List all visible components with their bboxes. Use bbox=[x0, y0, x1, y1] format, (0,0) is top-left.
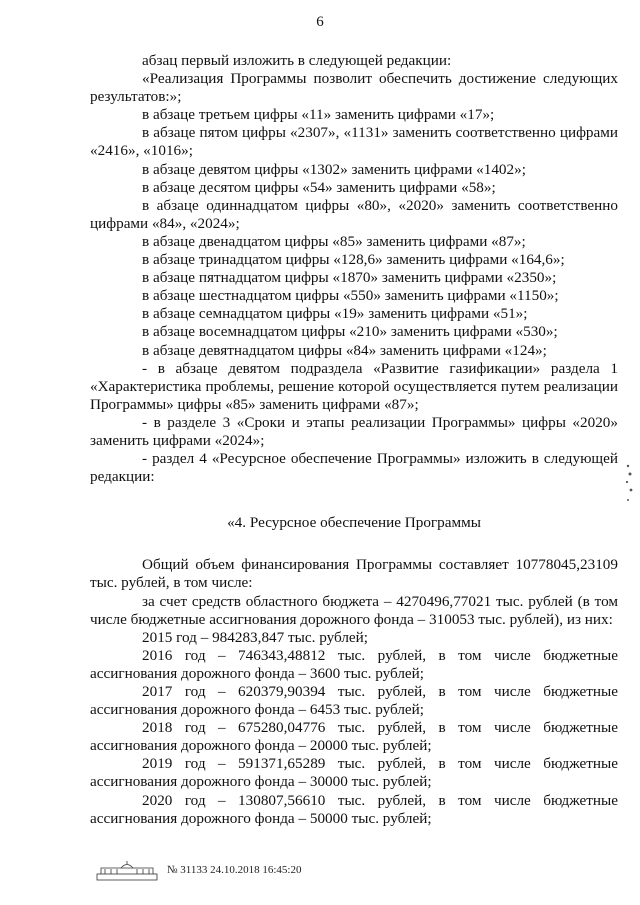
paragraph: в абзаце семнадцатом цифры «19» заменить цифрами «51»; bbox=[142, 305, 528, 323]
paragraph: в абзаце девятом цифры «1302» заменить цифрами «1402»; bbox=[142, 160, 526, 178]
paragraph: - в разделе 3 «Сроки и этапы реализации Программы» цифры «2020» заменить цифрами «2024»; bbox=[90, 413, 618, 449]
document-footer bbox=[95, 860, 495, 882]
building-stamp-icon bbox=[95, 860, 159, 882]
paragraph: - раздел 4 «Ресурсное обеспечение Программы» изложить в следующей редакции: bbox=[90, 450, 618, 486]
funding-paragraph: 2016 год – 746343,48812 тыс. рублей, в том числе бюджетные ассигнования дорожного фонда – 3600 тыс. рублей; bbox=[90, 646, 618, 682]
document-body bbox=[90, 52, 618, 828]
paragraph: в абзаце двенадцатом цифры «85» заменить цифрами «87»; bbox=[142, 232, 526, 250]
paragraph: в абзаце восемнадцатом цифры «210» заменить цифрами «530»; bbox=[142, 323, 558, 341]
funding-paragraph: Общий объем финансирования Программы составляет 10778045,23109 тыс. рублей, в том числе: bbox=[90, 556, 618, 592]
binding-hole-mark bbox=[606, 460, 636, 508]
funding-paragraph: 2017 год – 620379,90394 тыс. рублей, в том числе бюджетные ассигнования дорожного фонда – 6453 тыс. рублей; bbox=[90, 683, 618, 719]
section-heading: «4. Ресурсное обеспечение Программы bbox=[227, 514, 481, 532]
paragraph: «Реализация Программы позволит обеспечить достижение следующих результатов:»; bbox=[90, 70, 618, 106]
paragraph: в абзаце девятнадцатом цифры «84» заменить цифрами «124»; bbox=[142, 341, 547, 359]
funding-paragraph: за счет средств областного бюджета – 4270496,77021 тыс. рублей (в том числе бюджетные ассигнования дорожного фонда – 310053 тыс. рублей), из них: bbox=[90, 592, 618, 628]
paragraph: в абзаце тринадцатом цифры «128,6» заменить цифрами «164,6»; bbox=[142, 251, 565, 269]
paragraph: в абзаце третьем цифры «11» заменить цифрами «17»; bbox=[142, 106, 495, 124]
paragraph: в абзаце пятнадцатом цифры «1870» заменить цифрами «2350»; bbox=[142, 269, 557, 287]
paragraph: в абзаце одиннадцатом цифры «80», «2020» заменить соответственно цифрами «84», «2024»; bbox=[90, 196, 618, 232]
funding-paragraph: 2020 год – 130807,56610 тыс. рублей, в том числе бюджетные ассигнования дорожного фонда – 50000 тыс. рублей; bbox=[90, 791, 618, 827]
paragraph: в абзаце десятом цифры «54» заменить цифрами «58»; bbox=[142, 178, 496, 196]
paragraph: абзац первый изложить в следующей редакции: bbox=[142, 52, 452, 69]
paragraph: в абзаце пятом цифры «2307», «1131» заменить соответственно цифрами «2416», «1016»; bbox=[90, 124, 618, 160]
funding-paragraph: 2018 год – 675280,04776 тыс. рублей, в том числе бюджетные ассигнования дорожного фонда – 20000 тыс. рублей; bbox=[90, 719, 618, 755]
registration-stamp-text: № 31133 24.10.2018 16:45:20 bbox=[167, 864, 302, 876]
funding-paragraph: 2019 год – 591371,65289 тыс. рублей, в том числе бюджетные ассигнования дорожного фонда – 30000 тыс. рублей; bbox=[90, 755, 618, 791]
paragraph: - в абзаце девятом подраздела «Развитие газификации» раздела 1 «Характеристика проблемы, решение которой осуществляется путем реализации Программы» цифры «85» заменить цифрами «87»; bbox=[90, 359, 618, 413]
paragraph: в абзаце шестнадцатом цифры «550» заменить цифрами «1150»; bbox=[142, 287, 559, 305]
page-number: 6 bbox=[316, 14, 324, 30]
funding-paragraph: 2015 год – 984283,847 тыс. рублей; bbox=[142, 628, 369, 646]
